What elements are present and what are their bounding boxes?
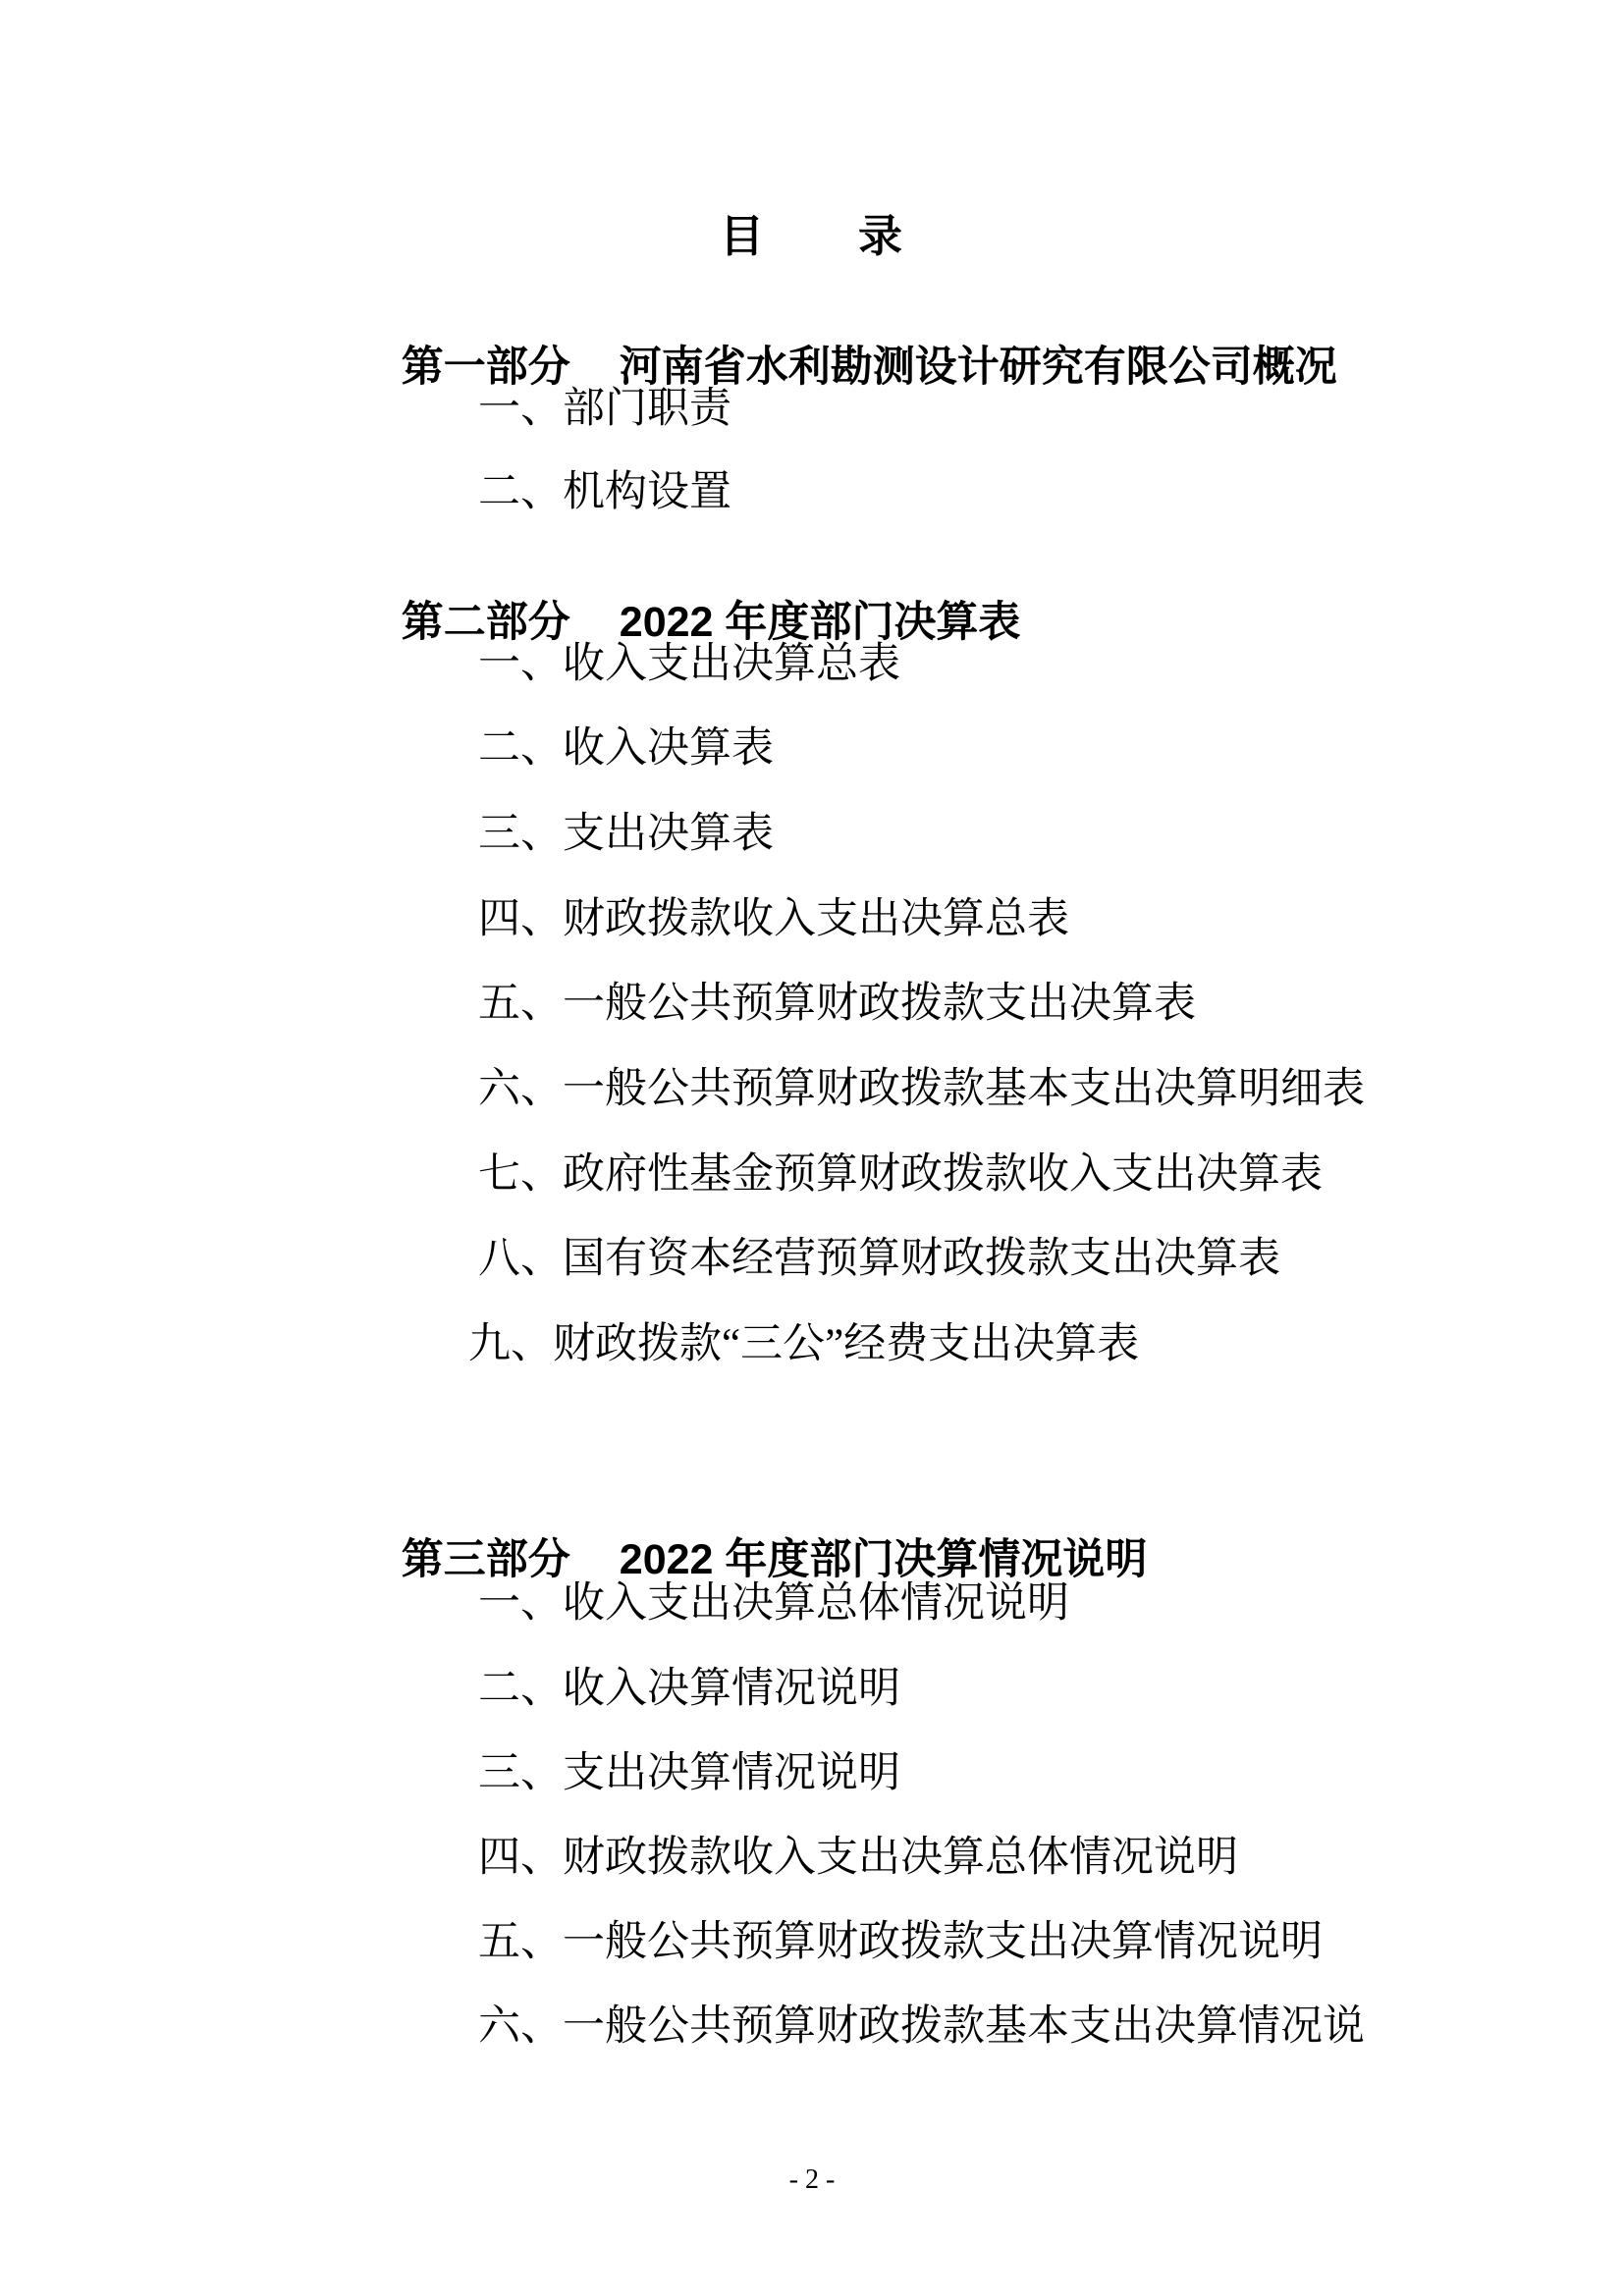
toc-item-p1-2: 二、机构设置 <box>478 469 731 515</box>
toc-item-p2-9: 九、财政拨款“三公”经费支出决算表 <box>468 1321 1140 1367</box>
page-title: 目 录 <box>719 211 904 261</box>
toc-item-p3-6: 六、一般公共预算财政拨款基本支出决算情况说 <box>478 2003 1365 2050</box>
part3-title: 2022 年度部门决算情况说明 <box>619 1536 1148 1584</box>
toc-item-p3-5: 五、一般公共预算财政拨款支出决算情况说明 <box>478 1919 1323 1965</box>
toc-item-p3-2: 二、收入决算情况说明 <box>478 1666 900 1712</box>
page-number: - 2 - <box>788 2164 836 2195</box>
part1-title: 河南省水利勘测设计研究有限公司概况 <box>619 344 1337 392</box>
toc-item-p2-4: 四、财政拨款收入支出决算总表 <box>478 896 1069 942</box>
toc-item-p3-4: 四、财政拨款收入支出决算总体情况说明 <box>478 1835 1238 1881</box>
toc-item-p3-3: 三、支出决算情况说明 <box>478 1750 900 1796</box>
toc-item-p2-1: 一、收入支出决算总表 <box>478 641 900 687</box>
part2-label: 第二部分 <box>401 599 570 647</box>
toc-item-p3-1: 一、收入支出决算总体情况说明 <box>478 1580 1069 1627</box>
toc-item-p2-6: 六、一般公共预算财政拨款基本支出决算明细表 <box>478 1066 1365 1112</box>
toc-item-p2-3: 三、支出决算表 <box>478 811 774 857</box>
part1-label: 第一部分 <box>401 344 570 392</box>
toc-item-p2-5: 五、一般公共预算财政拨款支出决算表 <box>478 981 1196 1027</box>
part3-label: 第三部分 <box>401 1536 570 1584</box>
toc-item-p2-7: 七、政府性基金预算财政拨款收入支出决算表 <box>478 1151 1323 1198</box>
toc-item-p1-1: 一、部门职责 <box>478 386 731 432</box>
part2-title: 2022 年度部门决算表 <box>619 599 1021 647</box>
toc-item-p2-8: 八、国有资本经营预算财政拨款支出决算表 <box>478 1236 1280 1282</box>
toc-item-p2-2: 二、收入决算表 <box>478 725 774 772</box>
